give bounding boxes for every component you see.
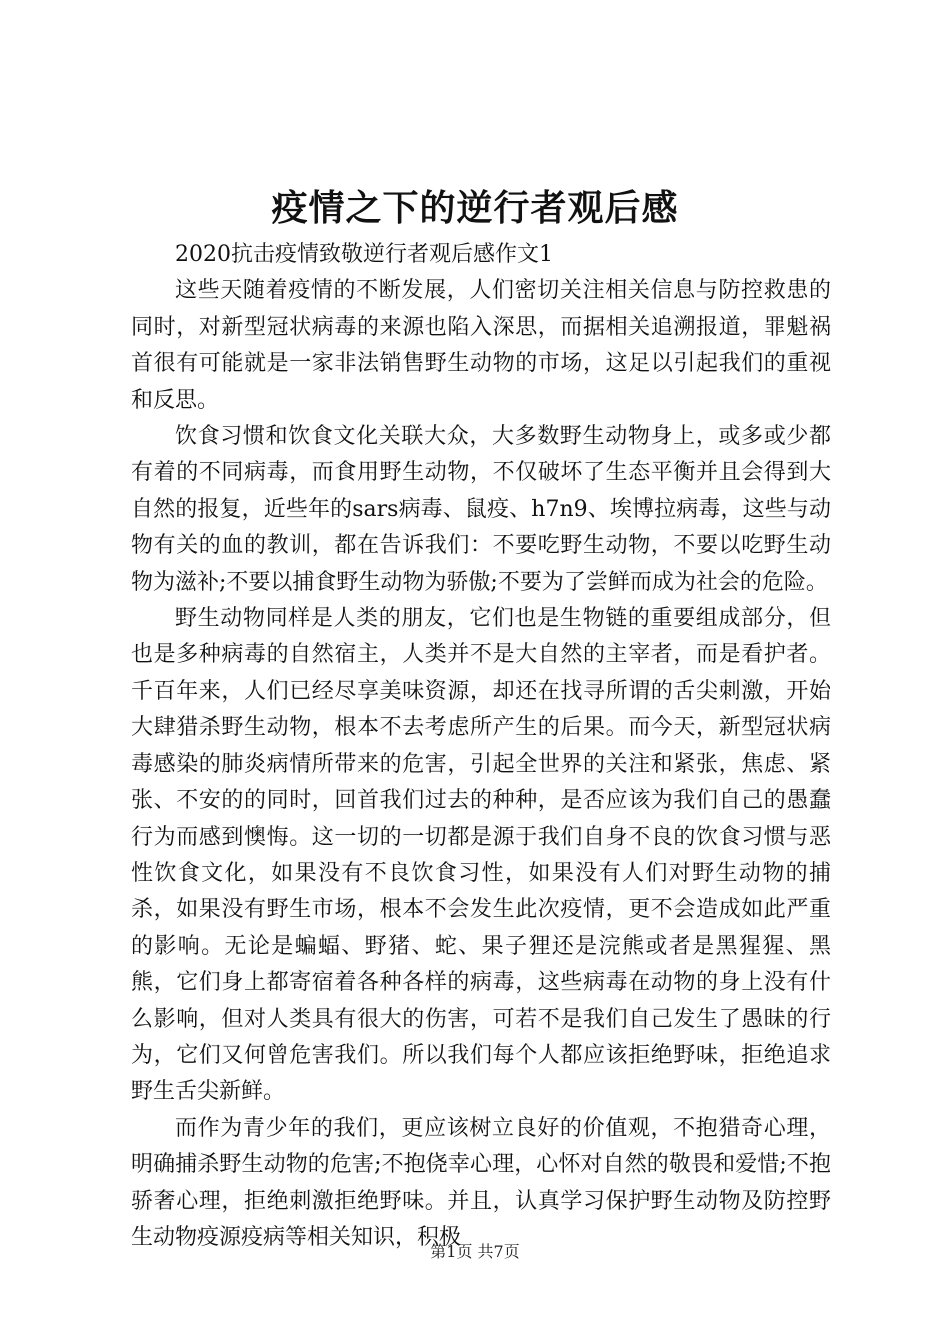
paragraph-2: 饮食习惯和饮食文化关联大众，大多数野生动物身上，或多或少都有着的不同病毒，而食用野生动物，不仅破坏了生态平衡并且会得到大自然的报复，近些年的sars病毒、鼠疫、h7n9、埃博拉病毒，这些与动物有关的血的教训，都在告诉我们：不要吃野生动物，不要以吃野生动物为滋补;不要以捕食野生动物为骄傲;不要为了尝鲜而成为社会的危险。 xyxy=(131,424,831,595)
paragraph-3: 野生动物同样是人类的朋友，它们也是生物链的重要组成部分，但也是多种病毒的自然宿主，人类并不是大自然的主宰者，而是看护者。千百年来，人们已经尽享美味资源，却还在找寻所谓的舌尖刺激，开始大肆猎杀野生动物，根本不去考虑所产生的后果。而今天，新型冠状病毒感染的肺炎病情所带来的危害，引起全世界的关注和紧张，焦虑、紧张、不安的的同时，回首我们过去的种种，是否应该为我们自己的愚蠢行为而感到懊悔。这一切的一切都是源于我们自身不良的饮食习惯与恶性饮食文化，如果没有不良饮食习性，如果没有人们对野生动物的捕杀，如果没有野生市场，根本不会发生此次疫情，更不会造成如此严重的影响。无论是蝙蝠、野猪、蛇、果子狸还是浣熊或者是黑猩猩、黑熊，它们身上都寄宿着各种各样的病毒，这些病毒在动物的身上没有什么影响，但对人类具有很大的伤害，可若不是我们自己发生了愚昧的行为，它们又何曾危害我们。所以我们每个人都应该拒绝野味，拒绝追求野生舌尖新鲜。 xyxy=(131,606,831,1105)
paragraph-4: 而作为青少年的我们，更应该树立良好的价值观，不抱猎奇心理，明确捕杀野生动物的危害;不抱侥幸心理，心怀对自然的敬畏和爱惜;不抱骄奢心理，拒绝刺激拒绝野味。并且，认真学习保护野生动物及防控野生动物疫源疫病等相关知识，积极 xyxy=(131,1115,831,1250)
essay-subtitle: 2020抗击疫情致敬逆行者观后感作文1 xyxy=(175,242,553,267)
document-body xyxy=(131,237,831,1256)
paragraph-1: 这些天随着疫情的不断发展，人们密切关注相关信息与防控救患的同时，对新型冠状病毒的来源也陷入深思，而据相关追溯报道，罪魁祸首很有可能就是一家非法销售野生动物的市场，这足以引起我们的重视和反思。 xyxy=(131,278,831,413)
document-title: 疫情之下的逆行者观后感 xyxy=(271,187,679,229)
page-footer: 第1页 共7页 xyxy=(430,1242,520,1261)
